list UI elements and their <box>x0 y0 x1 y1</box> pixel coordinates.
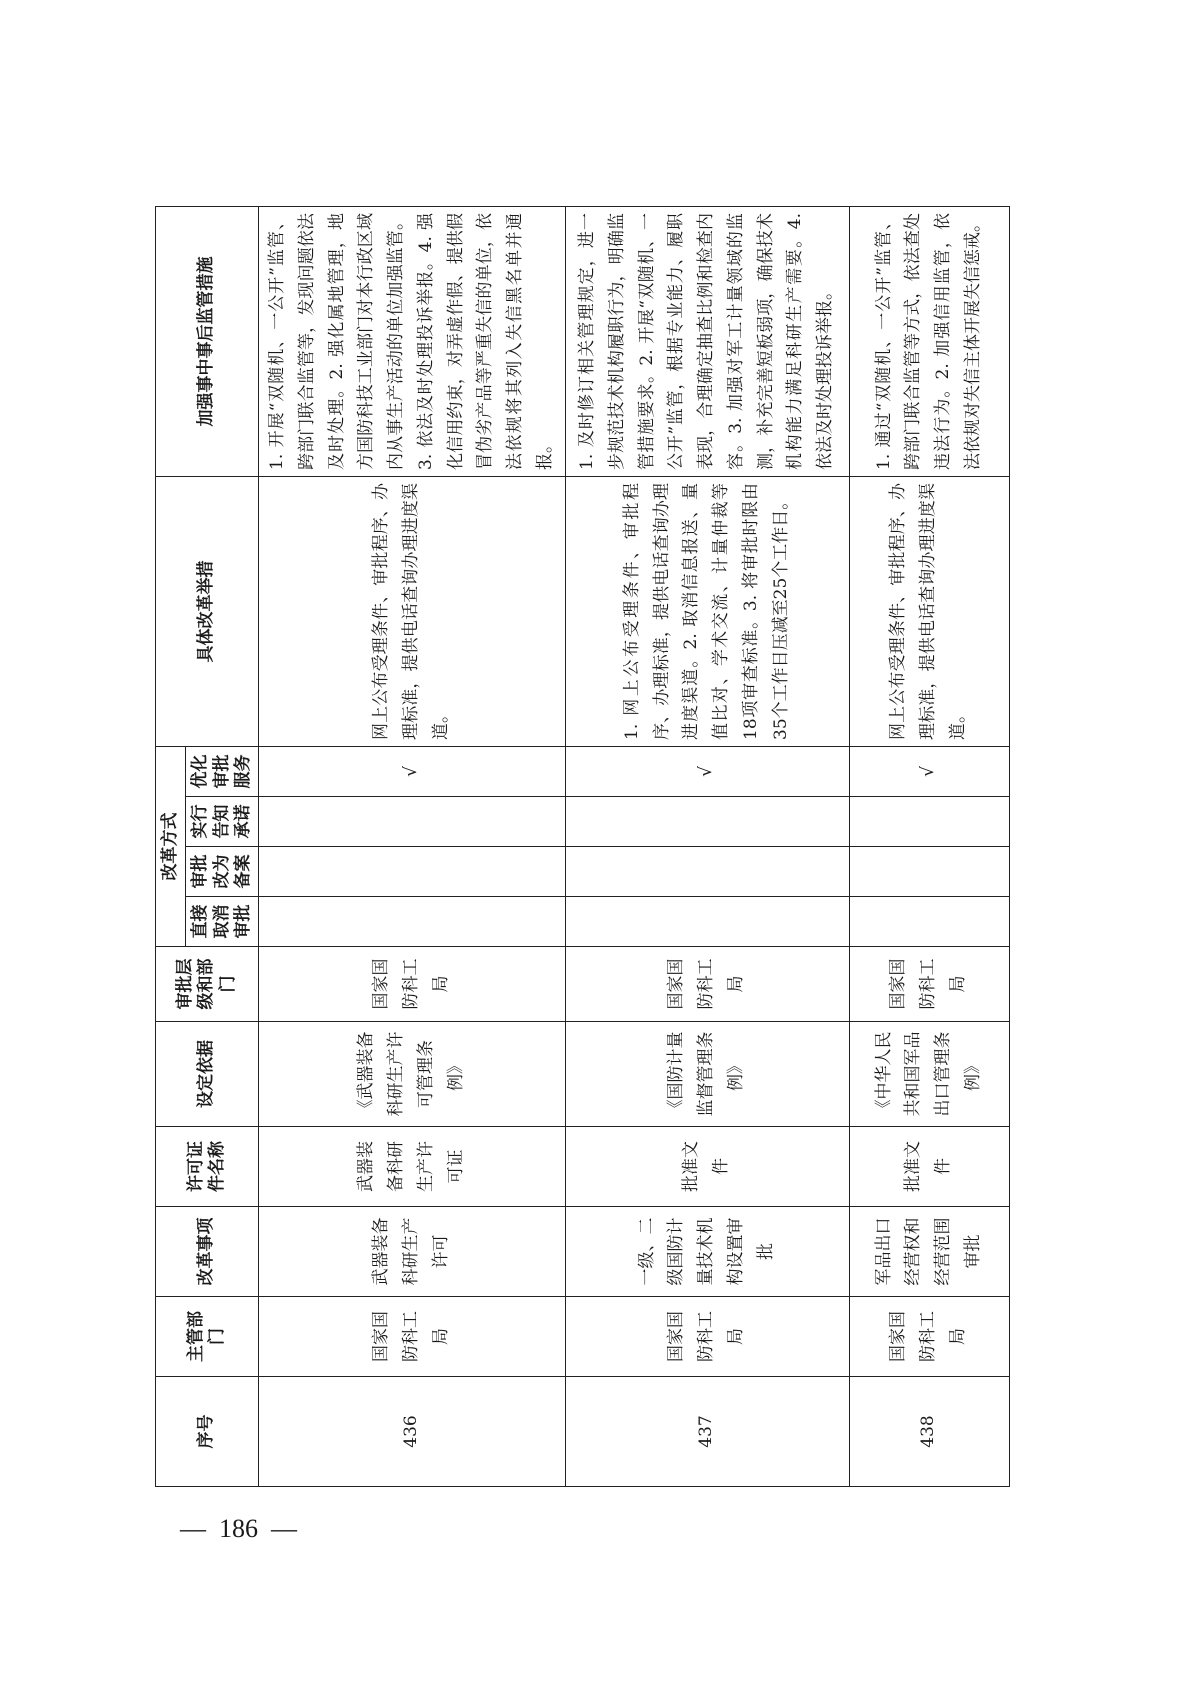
row-level: 国家国防科工局 <box>849 947 1009 1022</box>
rotated-table-container <box>155 207 1043 1487</box>
row-notification-commitment <box>849 797 1009 847</box>
row-notification-commitment <box>565 797 849 847</box>
row-license: 批准文件 <box>849 1127 1009 1207</box>
header-basis: 设定依据 <box>156 1022 259 1127</box>
row-supervision: 1. 及时修订相关管理规定，进一步规范技术机构履职行为，明确监管措施要求。2. 开展“双随机、一公开”监管，根据专业能力、履职表现，合理确定抽查比例和检查内容。3. 加强对军工计量领域的监测，补充完善短板弱项，确保技术机构能力满足科研生产需要。4. 依法及时处理投诉举报。 <box>565 207 849 477</box>
row-cancel-approval <box>259 897 566 947</box>
row-department: 国家国防科工局 <box>849 1297 1009 1377</box>
row-index: 436 <box>259 1377 566 1487</box>
row-change-to-filing <box>849 847 1009 897</box>
reform-table <box>155 206 1010 1487</box>
row-item: 军品出口经营权和经营范围审批 <box>849 1207 1009 1297</box>
header-license: 许可证件名称 <box>156 1127 259 1207</box>
header-department: 主管部门 <box>156 1297 259 1377</box>
page-footer: — 186 — <box>180 1514 297 1543</box>
row-measures: 网上公布受理条件、审批程序、办理标准，提供电话查询办理进度渠道。 <box>259 477 566 747</box>
row-optimize-service-check: √ <box>849 747 1009 797</box>
page-number: 186 <box>219 1514 258 1543</box>
row-license: 批准文件 <box>565 1127 849 1207</box>
table-row <box>259 207 566 1487</box>
row-measures: 1. 网上公布受理条件、审批程序、办理标准，提供电话查询办理进度渠道。2. 取消信息报送、量值比对、学术交流、计量仲裁等18项审查标准。3. 将审批时限由35个工作日压减至25个工作日。 <box>565 477 849 747</box>
row-change-to-filing <box>565 847 849 897</box>
row-level: 国家国防科工局 <box>565 947 849 1022</box>
row-optimize-service-check: √ <box>565 747 849 797</box>
row-notification-commitment <box>259 797 566 847</box>
row-basis: 《国防计量监督管理条例》 <box>565 1022 849 1127</box>
row-basis: 《武器装备科研生产许可管理条例》 <box>259 1022 566 1127</box>
row-optimize-service-check: √ <box>259 747 566 797</box>
row-basis: 《中华人民共和国军品出口管理条例》 <box>849 1022 1009 1127</box>
header-reform-method: 改革方式 <box>156 747 186 947</box>
table-row <box>849 207 1009 1487</box>
header-row <box>156 207 186 1487</box>
row-supervision: 1. 开展“双随机、一公开”监管、跨部门联合监管等，发现问题依法及时处理。2. 强化属地管理，地方国防科技工业部门对本行政区域内从事生产活动的单位加强监管。3. 依法及时处理投诉举报。4. 强化信用约束，对弄虚作假、提供假冒伪劣产品等严重失信的单位，依法依规将其列入失信黑名单并通报。 <box>259 207 566 477</box>
row-level: 国家国防科工局 <box>259 947 566 1022</box>
row-index: 438 <box>849 1377 1009 1487</box>
header-measures: 具体改革举措 <box>156 477 259 747</box>
header-cancel-approval: 直接取消审批 <box>186 897 259 947</box>
row-index: 437 <box>565 1377 849 1487</box>
row-department: 国家国防科工局 <box>565 1297 849 1377</box>
row-cancel-approval <box>565 897 849 947</box>
row-department: 国家国防科工局 <box>259 1297 566 1377</box>
row-measures: 网上公布受理条件、审批程序、办理标准，提供电话查询办理进度渠道。 <box>849 477 1009 747</box>
row-item: 一级、二级国防计量技术机构设置审批 <box>565 1207 849 1297</box>
header-notification-commitment: 实行告知承诺 <box>186 797 259 847</box>
row-cancel-approval <box>849 897 1009 947</box>
header-change-to-filing: 审批改为备案 <box>186 847 259 897</box>
header-supervision: 加强事中事后监管措施 <box>156 207 259 477</box>
header-optimize-service: 优化审批服务 <box>186 747 259 797</box>
header-item: 改革事项 <box>156 1207 259 1297</box>
row-license: 武器装备科研生产许可证 <box>259 1127 566 1207</box>
row-item: 武器装备科研生产许可 <box>259 1207 566 1297</box>
header-level: 审批层级和部门 <box>156 947 259 1022</box>
row-supervision: 1. 通过“双随机、一公开”监管、跨部门联合监管等方式，依法查处违法行为。2. 加强信用监管，依法依规对失信主体开展失信惩戒。 <box>849 207 1009 477</box>
table-row <box>565 207 849 1487</box>
row-change-to-filing <box>259 847 566 897</box>
header-index: 序号 <box>156 1377 259 1487</box>
